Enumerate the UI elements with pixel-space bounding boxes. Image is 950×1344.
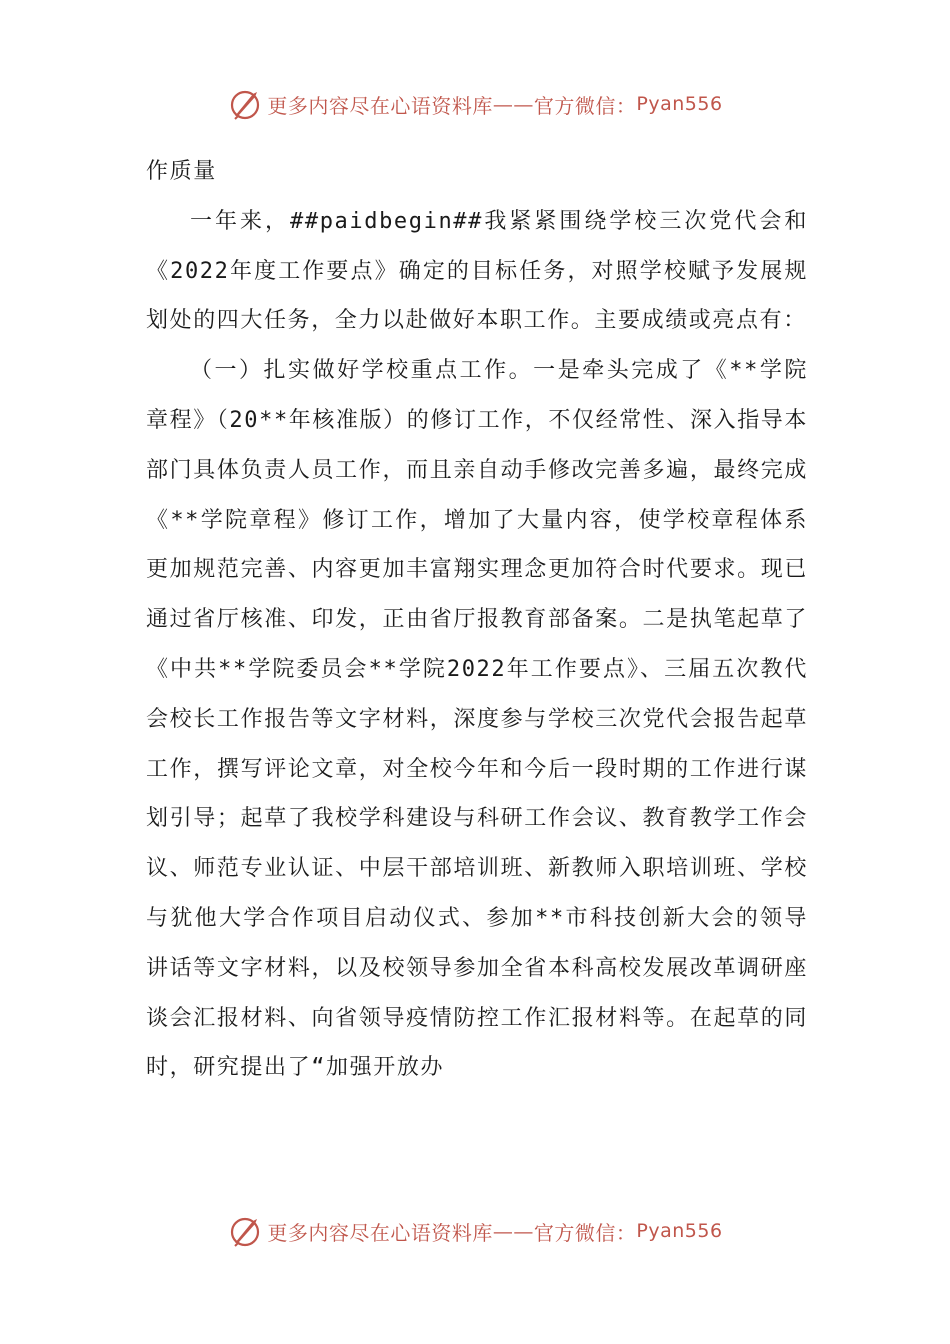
- paragraph-continuation: 作质量: [146, 159, 217, 184]
- header-watermark-banner: [0, 84, 950, 124]
- dash: ——: [492, 92, 534, 116]
- footer-watermark-banner: [0, 1211, 950, 1251]
- promo-text: 更多内容尽在心语资料库: [267, 1220, 493, 1245]
- quill-logo-icon: [227, 86, 263, 122]
- wechat-label: 官方微信：: [533, 1220, 637, 1245]
- promo-text: 更多内容尽在心语资料库: [267, 93, 493, 118]
- paragraph-intro: 一年来，##paidbegin##我紧紧围绕学校三次党代会和《2022年度工作要点》确定的目标任务，对照学校赋予发展规划处的四大任务，全力以赴做好本职工作。主要成绩或亮点有：: [146, 208, 808, 334]
- wechat-id: Pyan556: [636, 93, 723, 115]
- dash: ——: [492, 1219, 534, 1243]
- quill-logo-icon: [227, 1213, 263, 1249]
- wechat-id: Pyan556: [636, 1220, 723, 1242]
- wechat-label: 官方微信：: [533, 93, 637, 118]
- paragraph-section-one: （一）扎实做好学校重点工作。一是牵头完成了《**学院章程》（20**年核准版）的修订工作，不仅经常性、深入指导本部门具体负责人员工作，而且亲自动手修改完善多遍，最终完成《**学院章程》修订工作，增加了大量内容，使学校章程体系更加规范完善、内容更加丰富翔实理念更加符合时代要求。现已通过省厅核准、印发，正由省厅报教育部备案。二是执笔起草了《中共**学院委员会**学院2022年工作要点》、三届五次教代会校长工作报告等文字材料，深度参与学校三次党代会报告起草工作，撰写评论文章，对全校今年和今后一段时期的工作进行谋划引导；起草了我校学科建设与科研工作会议、教育教学工作会议、师范专业认证、中层干部培训班、新教师入职培训班、学校与犹他大学合作项目启动仪式、参加**市科技创新大会的领导讲话等文字材料，以及校领导参加全省本科高校发展改革调研座谈会汇报材料、向省领导疫情防控工作汇报材料等。在起草的同时，研究提出了“加强开放办: [146, 358, 808, 1081]
- document-body: [146, 147, 808, 1093]
